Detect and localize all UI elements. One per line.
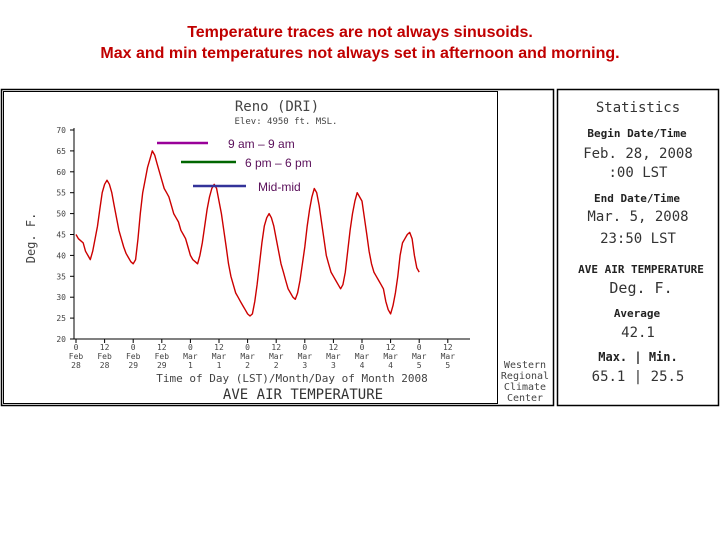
stats-end-date: Mar. 5, 2008 (587, 209, 689, 225)
x-tick-label: Mar (326, 352, 341, 361)
stats-end-time: 23:50 LST (600, 231, 676, 247)
y-tick-label: 55 (56, 188, 66, 198)
slide-title-line-2: Max and min temperatures not always set in afternoon and morning. (100, 45, 620, 62)
x-tick-label: 29 (128, 361, 139, 370)
credit-line-4: Center (506, 393, 544, 404)
y-tick-label: 20 (56, 335, 66, 344)
stats-maxmin-value: 65.1 | 25.5 (591, 369, 685, 385)
y-tick-label: 60 (56, 167, 66, 177)
stats-begin-date: Feb. 28, 2008 (583, 146, 693, 162)
x-tick-label: 0 (302, 343, 308, 352)
y-tick-label: 65 (56, 146, 66, 156)
stats-average-value: 42.1 (621, 325, 655, 341)
x-tick-label: 0 (416, 343, 422, 352)
x-tick-label: Mar (183, 352, 198, 361)
x-tick-label: 5 (445, 361, 451, 370)
x-tick-label: 2 (273, 361, 279, 370)
x-tick-label: 12 (328, 343, 339, 352)
x-tick-label: 12 (156, 343, 167, 352)
x-tick-label: Mar (297, 352, 313, 361)
y-axis-label: Deg. F. (24, 212, 38, 264)
y-tick-label: 50 (56, 209, 66, 219)
stats-param-units: Deg. F. (609, 279, 673, 297)
x-tick-label: Mar (354, 352, 370, 361)
stats-begin-time: :00 LST (608, 165, 668, 181)
x-tick-label: 1 (216, 361, 222, 370)
x-tick-label: Feb (154, 352, 170, 361)
chart-footer-title: AVE AIR TEMPERATURE (222, 387, 384, 403)
y-tick-label: 30 (56, 293, 66, 303)
legend-label-6pm: 6 pm – 6 pm (245, 156, 312, 170)
stats-begin-label: Begin Date/Time (587, 127, 687, 140)
y-tick-label: 35 (56, 272, 66, 282)
y-tick-label: 70 (56, 126, 66, 135)
x-tick-label: 4 (359, 361, 365, 370)
x-tick-label: 28 (99, 361, 110, 370)
x-tick-label: 12 (385, 343, 396, 352)
stats-maxmin-label: Max. | Min. (598, 350, 678, 364)
x-tick-label: Mar (383, 352, 398, 361)
stats-param-label: AVE AIR TEMPERATURE (578, 263, 704, 276)
x-tick-label: 28 (71, 361, 81, 370)
slide-title-line-1: Temperature traces are not always sinusoids. (187, 24, 533, 41)
x-axis-label: Time of Day (LST)/Month/Day of Month 2008 (156, 372, 428, 385)
x-tick-label: 3 (330, 361, 336, 370)
x-tick-label: 0 (187, 343, 193, 352)
stats-average-label: Average (613, 307, 661, 320)
x-tick-label: Feb (97, 352, 112, 361)
x-tick-label: 5 (416, 361, 422, 370)
x-tick-label: Feb (125, 352, 141, 361)
y-tick-label: 25 (56, 314, 66, 324)
x-tick-label: Mar (411, 352, 427, 361)
x-tick-label: 29 (156, 361, 167, 370)
x-tick-label: Mar (240, 352, 255, 361)
x-tick-label: Mar (268, 352, 284, 361)
x-tick-label: 12 (99, 343, 110, 352)
x-tick-label: 1 (187, 361, 193, 370)
x-tick-label: 3 (302, 361, 308, 370)
x-tick-label: 2 (245, 361, 251, 370)
stats-heading: Statistics (595, 100, 681, 116)
legend-label-mid: Mid-mid (258, 180, 301, 194)
x-tick-label: 4 (388, 361, 394, 370)
x-tick-label: 12 (214, 343, 224, 352)
x-tick-label: 12 (271, 343, 282, 352)
y-tick-label: 40 (56, 251, 66, 261)
credit (501, 360, 549, 404)
credit-line-3: Climate (503, 382, 547, 393)
x-tick-label: Mar (211, 352, 227, 361)
y-tick-label: 45 (56, 230, 66, 240)
x-tick-label: Mar (440, 352, 456, 361)
chart-title: Reno (DRI) (234, 99, 320, 115)
chart-subtitle: Elev: 4950 ft. MSL. (234, 117, 338, 127)
x-tick-label: 0 (130, 343, 136, 352)
credit-line-2: Regional (500, 371, 550, 382)
credit-line-1: Western (503, 360, 547, 371)
x-tick-label: 12 (442, 343, 453, 352)
x-tick-label: 0 (73, 343, 79, 352)
stats-end-label: End Date/Time (593, 192, 681, 205)
x-tick-label: 0 (359, 343, 365, 352)
legend-label-9am: 9 am – 9 am (228, 137, 295, 151)
x-tick-label: 0 (245, 343, 251, 352)
x-tick-label: Feb (68, 352, 84, 361)
